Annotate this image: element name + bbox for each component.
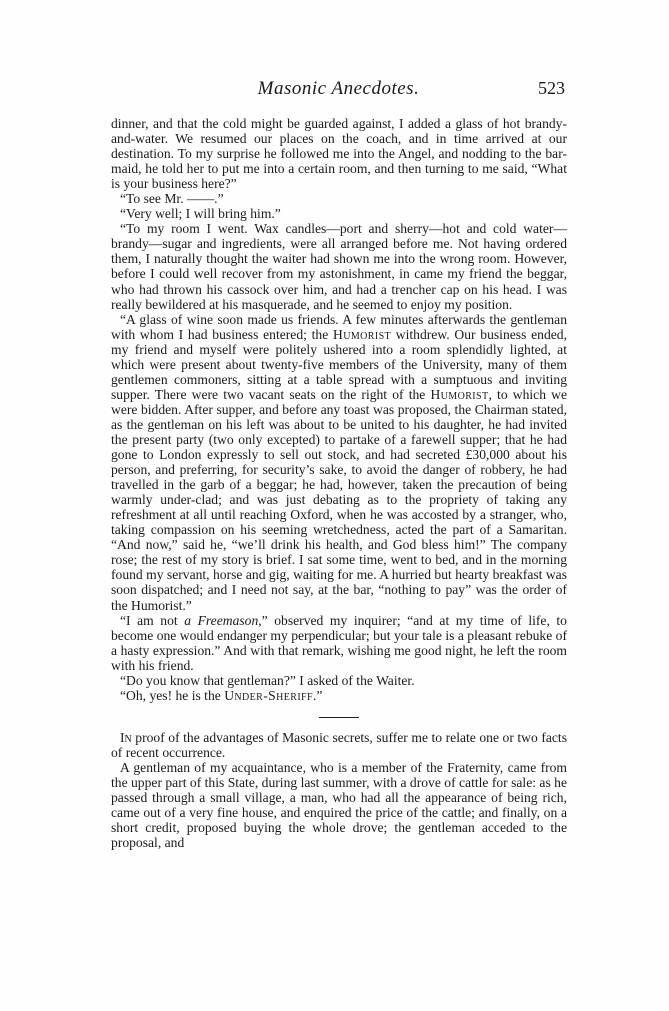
text-run: “A glass of wine soon made us friends. A few minutes afterwards the gentleman with whom I had business entered; the: [111, 311, 567, 342]
page-number: 523: [538, 78, 565, 98]
paragraph-humorist: [111, 312, 567, 613]
text-run: “Oh, yes! he is the: [120, 687, 225, 703]
section-divider: [319, 717, 359, 718]
small-caps-text: Humorist: [430, 386, 489, 402]
paragraph: dinner, and that the cold might be guarded against, I added a glass of hot brandy-and-water. We resumed our places on the coach, and in time arrived at our destination. To my surprise he followed me into the Angel, and nodding to the bar-maid, he told her to put me into a certain room, and then turning to me said, “What is your business here?”: [111, 116, 567, 192]
small-caps-text: Humorist: [333, 326, 392, 342]
text-run: withdrew. Our business ended, my friend and myself were politely ushered into a room splendidly lighted, at which were present about twenty-five members of the University, many of them gentlemen commoners, sitting at a table spread with a sumptuous and inviting supper. There were two vacant seats on the right of the: [111, 326, 567, 402]
italic-text: a Freemason: [184, 612, 259, 628]
text-run: proof of the advantages of Masonic secrets, suffer me to relate one or two facts of recent occurrence.: [111, 729, 567, 760]
page-header: [112, 78, 565, 100]
text-run: ,” observed my inquirer; “and at my time of life, to become one would endanger my perpendicular; but your tale is a pleasant rebuke of a hasty expression.” And with that remark, wishing me good night, he left the room with his friend.: [111, 612, 567, 673]
paragraph-section-start: [111, 730, 567, 760]
paragraph-freemason: [111, 613, 567, 673]
text-run: , to which we were bidden. After supper, and before any toast was proposed, the Chairman stated, as the gentleman on his left was about to be united to his daughter, he had invited the present party (two only excepted) to partake of a farewell supper; that he had gone to London expressly to sell out stock, and had secreted £30,000 about his person, and preferring, for security’s sake, to avoid the danger of robbery, he had travelled in the garb of a beggar; he had, however, taken the precaution of being warmly under-clad; and was just debating as to the propriety of taking any refreshment at all until reaching Oxford, when he was accosted by a stranger, who, taking compassion on his seeming wretchedness, acted the part of a Samaritan. “And now,” said he, “we’ll drink his health, and God bless him!” The company rose; the rest of my story is brief. I sat some time, went to bed, and in the morning found my servant, horse and gig, waiting for me. A hurried but hearty breakfast was soon dispatched; and I need not say, at the bar, “nothing to pay” was the order of the Humorist.”: [111, 386, 567, 613]
paragraph: A gentleman of my acquaintance, who is a member of the Fraternity, came from the upper part of this State, during last summer, with a drove of cattle for sale: as he passed through a small village, a man, who had all the appearance of being rich, came out of a very fine house, and enquired the price of the cattle; and finally, on a short credit, proposed buying the whole drove; the gentleman acceded to the proposal, and: [111, 759, 567, 851]
paragraph: “Very well; I will bring him.”: [120, 206, 281, 222]
paragraph: “Do you know that gentleman?” I asked of the Waiter.: [120, 672, 415, 688]
text-run: .”: [312, 687, 323, 703]
small-caps-text: Under-Sheriff: [224, 687, 313, 703]
paragraph: “To my room I went. Wax candles—port and sherry—hot and cold water—brandy—sugar and ingredients, were all arranged before me. Not having ordered them, I naturally thought the waiter had shown me into the wrong room. However, before I could well recover from my astonishment, in came my friend the beggar, who had thrown his cassock over him, and had a trencher cap on his head. I was really bewildered at his masquerade, and he seemed to enjoy my position.: [111, 221, 567, 312]
body-text: [111, 116, 567, 850]
paragraph: “To see Mr. ——.”: [120, 191, 224, 207]
first-word: In: [120, 729, 132, 745]
running-title: Masonic Anecdotes.: [257, 78, 420, 99]
text-run: “I am not: [120, 612, 185, 628]
paragraph-sheriff: [111, 688, 567, 703]
